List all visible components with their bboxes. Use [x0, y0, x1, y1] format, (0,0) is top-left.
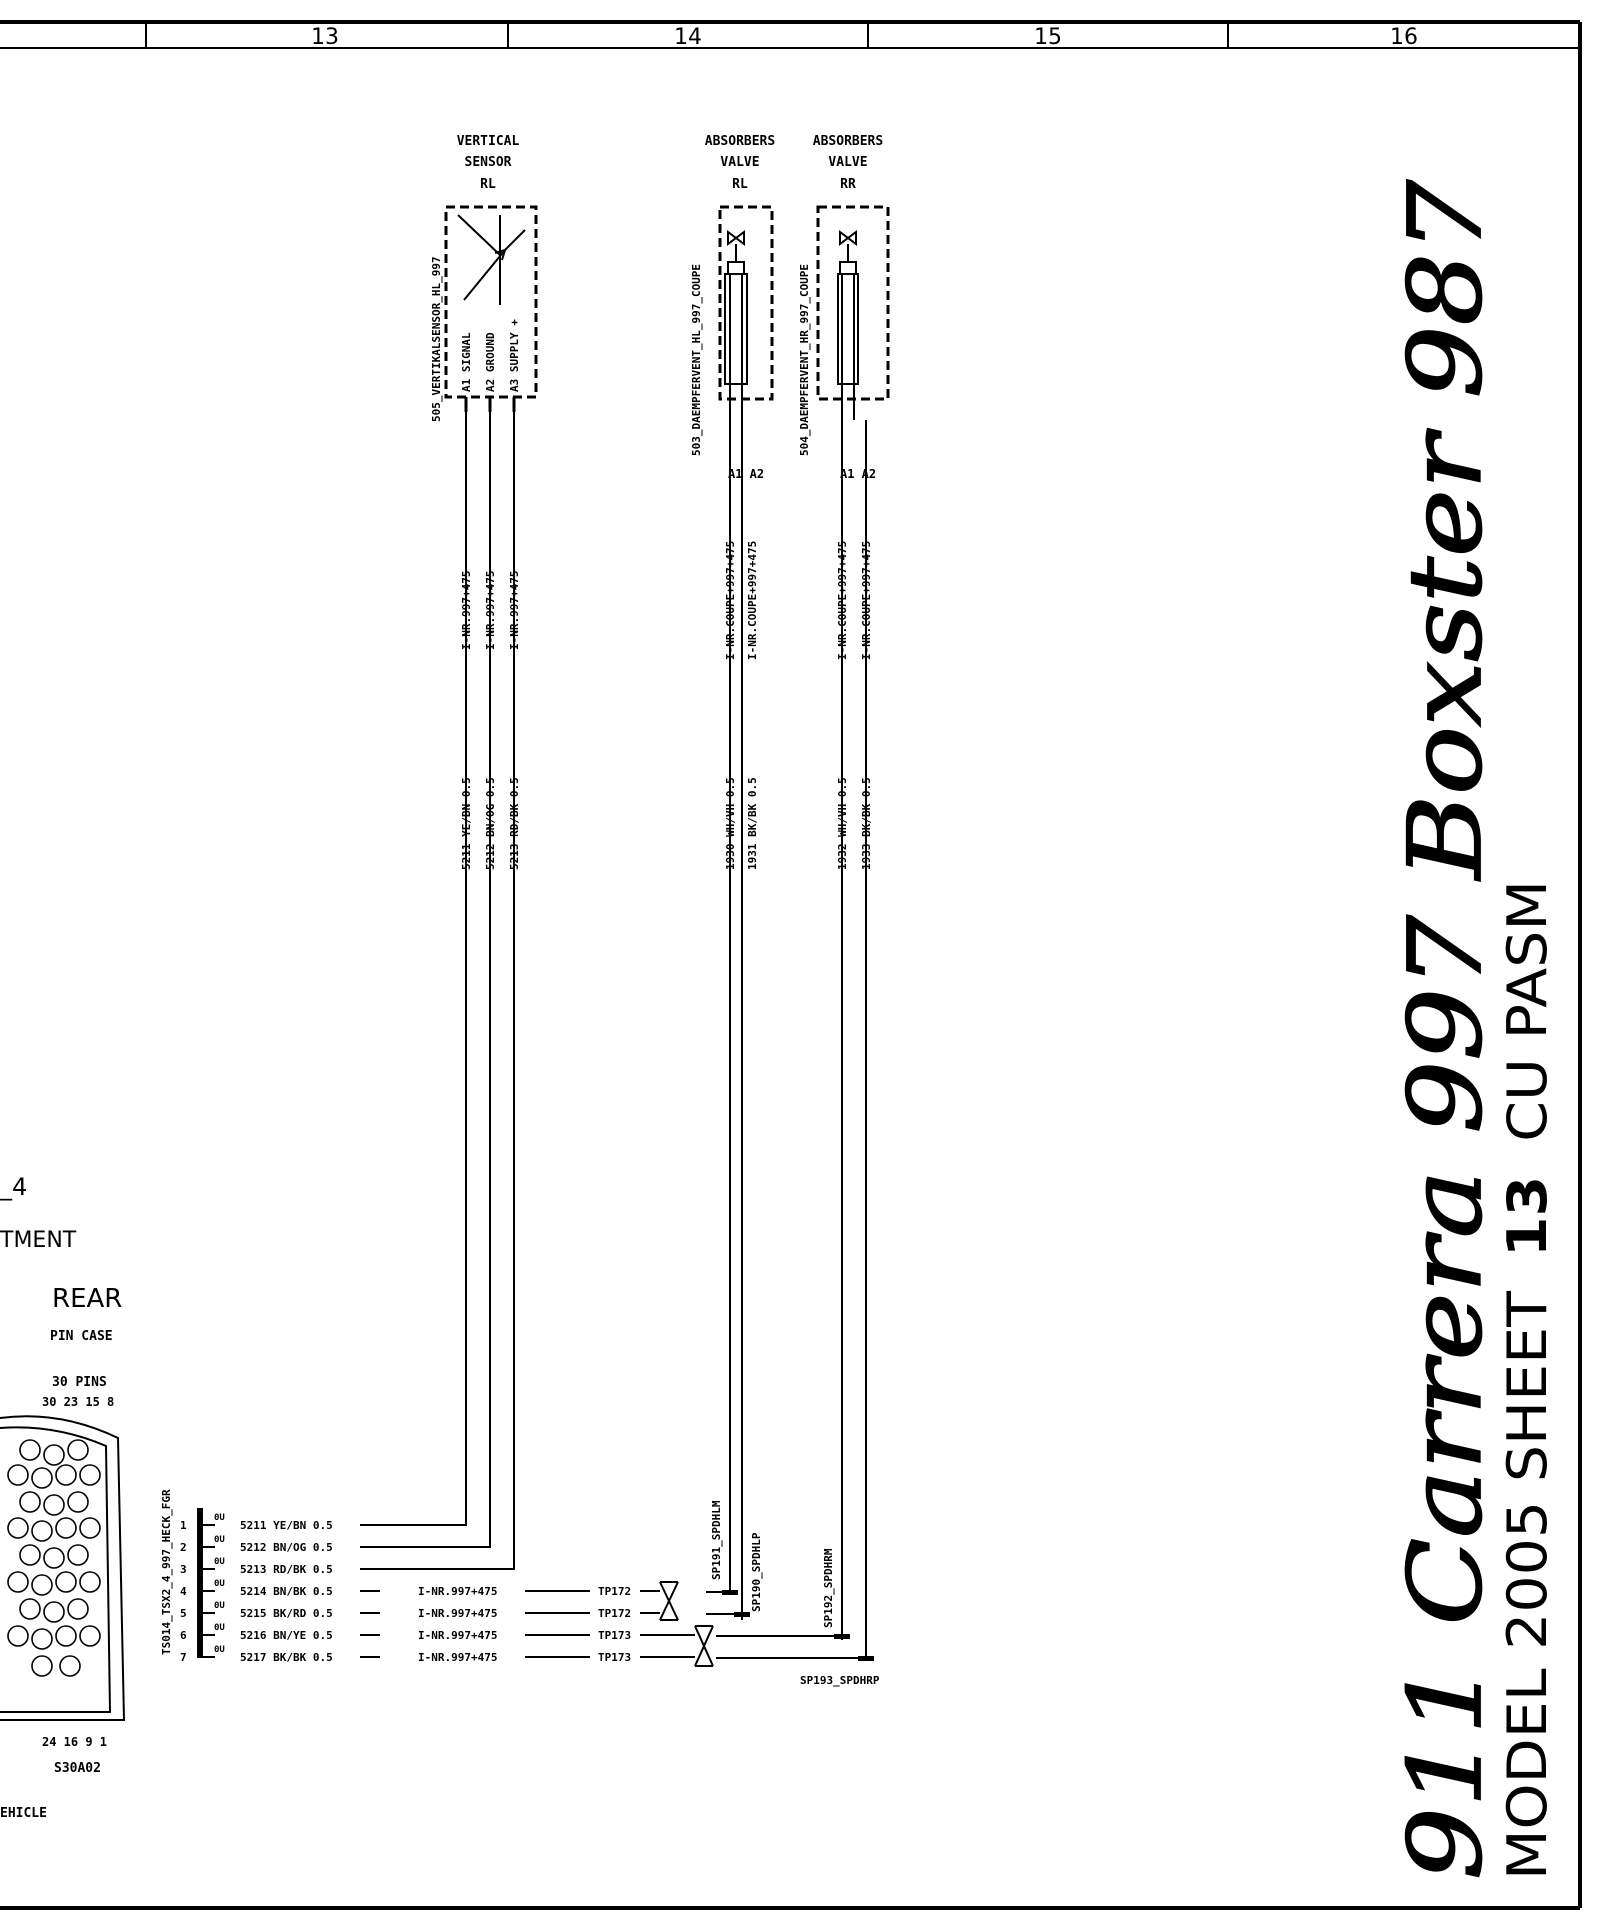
sensor-symbol-icon: [458, 215, 525, 305]
valve-rr-title-2: VALVE: [828, 155, 868, 170]
valve-rr-title-1: ABSORBERS: [812, 134, 884, 149]
column-16: 16: [1390, 25, 1418, 50]
connector-pin: 7: [180, 1651, 187, 1664]
left-vehicle: EHICLE: [0, 1806, 47, 1821]
valve-rl-id: 503_DAEMPFERVENT_HL_997_COUPE: [690, 263, 703, 456]
connector-pin: 6: [180, 1629, 187, 1642]
connector-gauge: 0U: [214, 1601, 225, 1611]
valve-rl-symbol-icon: [725, 232, 747, 420]
connector-id: TS014_TSX2_4_997_HECK_FGR: [160, 1489, 173, 1655]
column-15: 15: [1034, 25, 1062, 50]
column-header: [311, 25, 1418, 50]
connector-gauge: 0U: [214, 1579, 225, 1589]
wire-5213-note: I-NR.997+475: [508, 570, 521, 650]
connector-gauge: 0U: [214, 1623, 225, 1633]
test-point-label: TP172: [598, 1585, 632, 1598]
wire-1933-label: 1933 BK/BK 0.5: [860, 777, 873, 870]
vertical-sensor-pin-a3: A3 SUPPLY +: [508, 319, 521, 392]
splice-points: [722, 1590, 874, 1661]
splice-sp190: SP190_SPDHLP: [750, 1532, 763, 1612]
connector-pin: 5: [180, 1607, 187, 1620]
wire-5211-note: I-NR.997+475: [460, 570, 473, 650]
left-bottom-numbers: 24 16 9 1: [42, 1735, 108, 1749]
connector-pin: 3: [180, 1563, 187, 1576]
wire-5212-label: 5212 BN/OG 0.5: [484, 777, 497, 870]
connector-gauge: 0U: [214, 1557, 225, 1567]
splice-sp192: SP192_SPDHRM: [822, 1548, 835, 1628]
sheet-frame: [0, 22, 1580, 1908]
pin-holes: [8, 1440, 100, 1676]
left-pin-case: PIN CASE: [50, 1329, 113, 1344]
valve-rr-symbol-icon: [838, 232, 858, 420]
connector-gauge: 0U: [214, 1645, 225, 1655]
connector-wire-label: 5214 BN/BK 0.5: [240, 1585, 333, 1598]
vertical-sensor-pin-a1: A1 SIGNAL: [460, 332, 473, 392]
connector-gauge: 0U: [214, 1513, 225, 1523]
test-point-label: TP173: [598, 1629, 632, 1642]
left-part: S30A02: [54, 1761, 101, 1776]
wire-1933-note: I-NR.COUPE+997+475: [860, 540, 873, 660]
vertical-sensor-title-1: VERTICAL: [456, 134, 520, 149]
connector-wire-note: I-NR.997+475: [418, 1607, 498, 1620]
twisted-pair-icon: [660, 1582, 713, 1666]
wire-1932-label: 1932 WH/VH 0.5: [836, 777, 849, 870]
vertical-sensor-title-2: SENSOR: [464, 155, 512, 170]
left-top-numbers: 30 23 15 8: [42, 1395, 115, 1409]
vertical-sensor-title-3: RL: [480, 177, 496, 192]
connector-wire-label: 5211 YE/BN 0.5: [240, 1519, 333, 1532]
wire-1932-note: I-NR.COUPE+997+475: [836, 540, 849, 660]
left-line-1: _4: [0, 1173, 28, 1201]
connector-wire-label: 5213 RD/BK 0.5: [240, 1563, 333, 1576]
wire-lines: [360, 412, 866, 1660]
left-rear: REAR: [52, 1284, 123, 1314]
connector-pin: 1: [180, 1519, 187, 1532]
column-14: 14: [674, 25, 702, 50]
valve-rr-pins: A1 A2: [840, 467, 877, 481]
connector-pin: 4: [180, 1585, 187, 1598]
title-block: [1387, 180, 1559, 1880]
vertical-sensor-pin-a2: A2 GROUND: [484, 332, 497, 392]
sheet-title: [1496, 880, 1559, 1880]
connector-wire-note: I-NR.997+475: [418, 1629, 498, 1642]
sheet-title-prefix: MODEL 2005 SHEET: [1496, 1337, 1559, 1880]
connector-ts014: [160, 1489, 880, 1687]
valve-rr-id: 504_DAEMPFERVENT_HR_997_COUPE: [798, 263, 811, 456]
test-point-label: TP173: [598, 1651, 632, 1664]
wire-1931-label: 1931 BK/BK 0.5: [746, 777, 759, 870]
splice-sp191: SP191_SPDHLM: [710, 1500, 723, 1580]
connector-wire-label: 5212 BN/OG 0.5: [240, 1541, 333, 1554]
brand-script-title: 911 Carrera 997 Boxster 987: [1387, 393, 1504, 1880]
valve-rl-pins: A1 A2: [728, 467, 765, 481]
test-point-label: TP172: [598, 1607, 632, 1620]
connector-pin: 2: [180, 1541, 187, 1554]
valve-rl-title-2: VALVE: [720, 155, 760, 170]
valve-rl-title-3: RL: [732, 177, 748, 192]
valve-rl-title-1: ABSORBERS: [704, 134, 776, 149]
connector-wire-note: I-NR.997+475: [418, 1585, 498, 1598]
wire-5211-label: 5211 YE/BN 0.5: [460, 777, 473, 870]
connector-wire-label: 5216 BN/YE 0.5: [240, 1629, 333, 1642]
vertical-sensor-id: 505_VERTIKALSENSOR_HL_997: [430, 256, 443, 422]
connector-gauge: 0U: [214, 1535, 225, 1545]
absorbers-valve-rl: [690, 134, 775, 481]
sheet-title-suffix: CU PASM: [1496, 900, 1559, 1142]
left-line-2: TMENT: [0, 1228, 77, 1253]
wire-1930-label: 1930 WH/VH 0.5: [724, 777, 737, 870]
connector-bar: [197, 1508, 203, 1658]
valve-rr-title-3: RR: [840, 177, 856, 192]
splice-sp193: SP193_SPDHRP: [800, 1674, 880, 1687]
sheet-number: 13: [1496, 1182, 1559, 1258]
column-13: 13: [311, 25, 339, 50]
left-connector-panel: [0, 1173, 124, 1821]
wire-1931-note: I-NR.COUPE+997+475: [746, 540, 759, 660]
vertical-sensor-rl: [430, 134, 536, 422]
wire-1930-note: I-NR.COUPE+997+475: [724, 540, 737, 660]
left-pins: 30 PINS: [52, 1375, 107, 1390]
connector-wire-label: 5215 BK/RD 0.5: [240, 1607, 333, 1620]
connector-wire-label: 5217 BK/BK 0.5: [240, 1651, 333, 1664]
wire-5213-label: 5213 RD/BK 0.5: [508, 777, 521, 870]
wire-5212-note: I-NR.997+475: [484, 570, 497, 650]
connector-wire-note: I-NR.997+475: [418, 1651, 498, 1664]
